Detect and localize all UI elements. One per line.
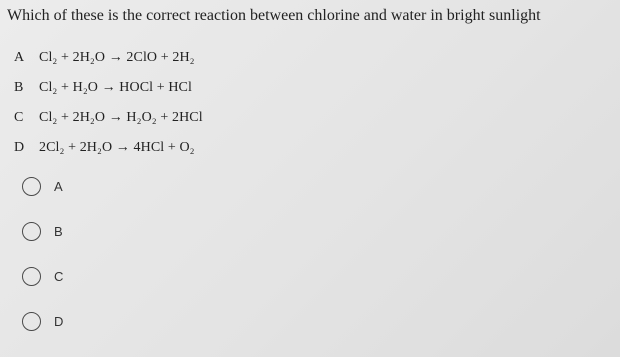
answer-label[interactable]: A <box>54 179 63 194</box>
radio-button-a[interactable] <box>22 177 41 196</box>
choice-letter: D <box>14 140 25 155</box>
radio-button-b[interactable] <box>22 222 41 241</box>
choice-equation: Cl₂ + 2H₂O → 2ClO + 2H₂ <box>39 50 195 65</box>
answer-option-d[interactable] <box>22 308 63 335</box>
radio-button-c[interactable] <box>22 267 41 286</box>
question-text: Which of these is the correct reaction between chlorine and water in bright sunlight <box>7 7 541 24</box>
answer-option-a[interactable] <box>22 173 63 200</box>
choice-letter: A <box>14 50 25 65</box>
choice-equation: Cl₂ + 2H₂O → H₂O₂ + 2HCl <box>39 110 203 125</box>
choice-b <box>14 76 574 100</box>
answer-options <box>22 173 63 353</box>
choice-d <box>14 136 574 160</box>
radio-button-d[interactable] <box>22 312 41 331</box>
answer-option-c[interactable] <box>22 263 63 290</box>
answer-option-b[interactable] <box>22 218 63 245</box>
choice-letter: C <box>14 110 24 125</box>
answer-label[interactable]: D <box>54 314 64 329</box>
choice-equation: 2Cl₂ + 2H₂O → 4HCl + O₂ <box>39 140 195 155</box>
answer-label[interactable]: B <box>54 224 63 239</box>
choice-a <box>14 46 574 70</box>
answer-label[interactable]: C <box>54 269 64 284</box>
choices-list <box>14 46 574 166</box>
choice-equation: Cl₂ + H₂O → HOCl + HCl <box>39 80 192 95</box>
choice-c <box>14 106 574 130</box>
choice-letter: B <box>14 80 24 95</box>
